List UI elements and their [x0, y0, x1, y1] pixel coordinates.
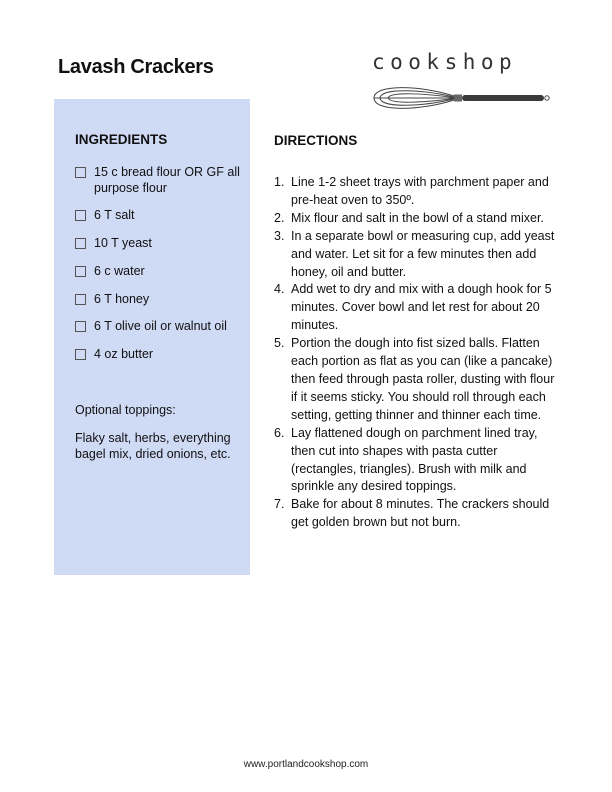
step-text: Portion the dough into fist sized balls. Flatten each portion as flat as you can (like a pancake) then feed through pasta roller, dusting with flour if it seems sticky. You should roll through each setting, getting thinner and thinner each time.: [291, 336, 555, 422]
step-number: 5.: [274, 336, 285, 351]
ingredient-checkbox[interactable]: [75, 238, 86, 249]
ingredient-label: 15 c bread flour OR GF all purpose flour: [94, 165, 240, 195]
ingredient-label: 6 T olive oil or walnut oil: [94, 319, 227, 334]
page-title: Lavash Crackers: [58, 56, 214, 78]
whisk-icon: [370, 82, 552, 114]
ingredient-label: 6 T honey: [94, 291, 150, 306]
toppings-heading: Optional toppings:: [75, 403, 176, 417]
step-number: 6.: [274, 425, 285, 440]
step-number: 3.: [274, 228, 285, 243]
ingredient-label: 6 T salt: [94, 208, 135, 223]
ingredient-label: 4 oz butter: [94, 347, 154, 362]
direction-step: [274, 174, 559, 210]
step-text: Lay flattened dough on parchment lined tray, then cut into shapes with pasta cutter (rectangles, triangles). Brush with milk and sprinkle any desired toppings.: [291, 425, 538, 494]
ingredient-checkbox[interactable]: [75, 266, 86, 277]
ingredient-item: [75, 292, 245, 308]
step-number: 2.: [274, 210, 285, 225]
step-text: Mix flour and salt in the bowl of a stand mixer.: [291, 210, 544, 225]
ingredients-panel: [54, 99, 250, 575]
direction-step: [274, 281, 559, 335]
step-number: 4.: [274, 282, 285, 297]
step-text: In a separate bowl or measuring cup, add yeast and water. Let sit for a few minutes then add honey, oil and butter.: [291, 228, 555, 279]
ingredient-item: [75, 319, 245, 335]
toppings-text: Flaky salt, herbs, everything bagel mix, dried onions, etc.: [75, 431, 231, 461]
ingredients-list: [75, 165, 245, 375]
ingredient-checkbox[interactable]: [75, 210, 86, 221]
direction-step: [274, 210, 559, 228]
ingredient-item: [75, 347, 245, 363]
ingredient-checkbox[interactable]: [75, 349, 86, 360]
direction-step: [274, 496, 559, 532]
ingredient-item: [75, 165, 245, 196]
ingredient-checkbox[interactable]: [75, 294, 86, 305]
ingredient-item: [75, 264, 245, 280]
step-text: Add wet to dry and mix with a dough hook for 5 minutes. Cover bowl and let rest for about 20 minutes.: [291, 282, 552, 333]
ingredient-item: [75, 208, 245, 224]
step-text: Bake for about 8 minutes. The crackers should get golden brown but not burn.: [291, 497, 550, 530]
direction-step: [274, 425, 559, 497]
step-number: 1.: [274, 175, 285, 189]
directions-list: [274, 174, 559, 532]
ingredient-label: 6 c water: [94, 263, 145, 278]
directions-heading: DIRECTIONS: [274, 133, 358, 148]
cookshop-logo: cookshop: [372, 50, 518, 74]
step-number: 7.: [274, 497, 285, 512]
footer-url[interactable]: www.portlandcookshop.com: [243, 759, 369, 770]
ingredient-checkbox[interactable]: [75, 167, 86, 178]
direction-step: [274, 335, 559, 425]
step-text: Line 1-2 sheet trays with parchment paper and pre-heat oven to 350º.: [291, 175, 549, 207]
ingredients-heading: INGREDIENTS: [75, 132, 168, 147]
ingredient-item: [75, 236, 245, 252]
ingredient-label: 10 T yeast: [94, 236, 152, 251]
ingredient-checkbox[interactable]: [75, 321, 86, 332]
direction-step: [274, 228, 559, 282]
